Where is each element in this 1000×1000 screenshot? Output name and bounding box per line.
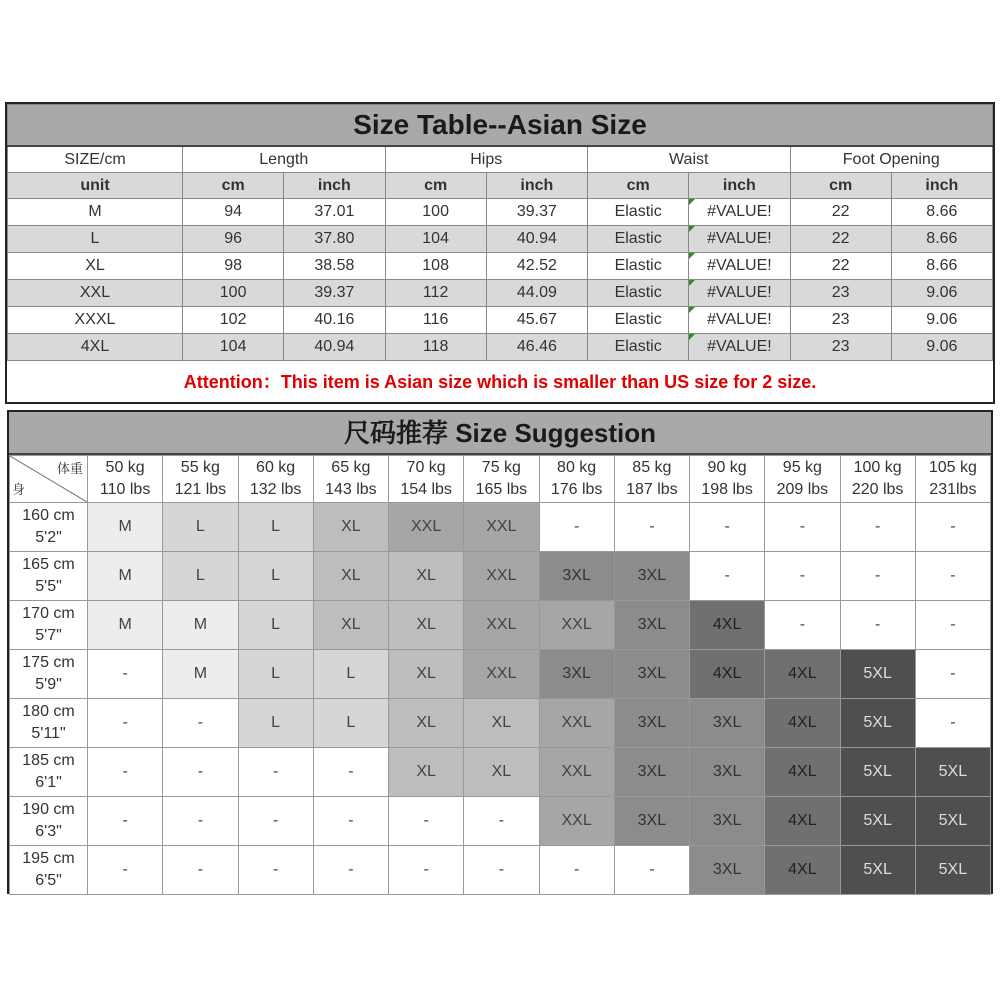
size-suggestion-cell: XXL [539, 748, 614, 797]
table-cell: 22 [790, 226, 891, 253]
table-cell: 116 [385, 307, 486, 334]
height-header [10, 846, 88, 895]
size-suggestion-cell: XXL [539, 699, 614, 748]
size-suggestion-cell: L [238, 601, 313, 650]
unit-header: unit [8, 173, 183, 199]
error-flag-icon [689, 199, 695, 205]
size-suggestion-cell: L [238, 503, 313, 552]
weight-lbs: 220 lbs [851, 481, 904, 498]
table-cell: 40.16 [284, 307, 385, 334]
size-suggestion-cell: 4XL [765, 650, 840, 699]
table-cell: 8.66 [891, 226, 992, 253]
unit-cell: inch [891, 173, 992, 199]
hips-header: Hips [385, 146, 588, 173]
table-cell: 22 [790, 253, 891, 280]
size-suggestion-cell: 3XL [690, 748, 765, 797]
table-cell: Elastic [588, 253, 689, 280]
size-suggestion-cell: XXL [464, 552, 539, 601]
table-cell: 8.66 [891, 253, 992, 280]
weight-lbs: 165 lbs [475, 481, 528, 498]
cell-text: #VALUE! [707, 338, 772, 355]
size-suggestion-cell: L [163, 552, 238, 601]
size-suggestion-cell: - [840, 601, 915, 650]
height-cm: 180 cm [22, 703, 75, 720]
height-header [10, 797, 88, 846]
table-cell: 22 [790, 199, 891, 226]
table-cell: 112 [385, 280, 486, 307]
weight-header [915, 456, 990, 503]
height-ft: 5'7" [35, 627, 62, 644]
size-suggestion-cell: 3XL [690, 846, 765, 895]
size-suggestion-cell: - [88, 797, 163, 846]
size-suggestion-cell: - [464, 846, 539, 895]
size-suggestion-cell: XXL [389, 503, 464, 552]
weight-kg: 100 kg [853, 459, 902, 476]
weight-kg: 70 kg [406, 459, 446, 476]
size-suggestion-cell: 4XL [690, 601, 765, 650]
table-cell: 9.06 [891, 307, 992, 334]
table-cell: Elastic [588, 334, 689, 361]
size-suggestion-cell: XL [389, 601, 464, 650]
weight-lbs: 176 lbs [550, 481, 603, 498]
error-flag-icon [689, 307, 695, 313]
size-suggestion-cell: - [765, 503, 840, 552]
size-name-cell: L [8, 226, 183, 253]
weight-kg: 105 kg [928, 459, 977, 476]
suggestion-row [10, 552, 991, 601]
waist-header: Waist [588, 146, 791, 173]
size-suggestion-cell: 3XL [690, 699, 765, 748]
size-suggestion-cell: XXL [464, 503, 539, 552]
table-cell: 38.58 [284, 253, 385, 280]
weight-lbs: 209 lbs [776, 481, 829, 498]
size-suggestion-cell: - [238, 748, 313, 797]
size-suggestion-cell: 5XL [840, 748, 915, 797]
error-flag-icon [689, 334, 695, 340]
height-header [10, 748, 88, 797]
height-ft: 6'5" [35, 872, 62, 889]
height-header [10, 552, 88, 601]
weight-header [88, 456, 163, 503]
table-cell: 23 [790, 334, 891, 361]
weight-header [238, 456, 313, 503]
table-cell: 94 [183, 199, 284, 226]
cell-text: #VALUE! [707, 230, 772, 247]
weight-kg: 60 kg [256, 459, 296, 476]
weight-header [313, 456, 388, 503]
weight-lbs: 187 lbs [626, 481, 678, 498]
size-name-cell: XXL [8, 280, 183, 307]
size-suggestion-cell: - [840, 503, 915, 552]
table-cell [689, 226, 790, 253]
table-cell: Elastic [588, 280, 689, 307]
size-suggestion-cell: 4XL [765, 797, 840, 846]
size-suggestion-cell: 3XL [614, 650, 689, 699]
suggestion-row [10, 503, 991, 552]
size-suggestion-cell: M [88, 503, 163, 552]
weight-kg: 95 kg [782, 459, 822, 476]
table-cell: 46.46 [486, 334, 587, 361]
table-row [8, 334, 993, 361]
suggestion-row [10, 650, 991, 699]
size-suggestion-cell: - [614, 846, 689, 895]
size-suggestion-cell: 5XL [915, 846, 990, 895]
size-name-cell: XL [8, 253, 183, 280]
table-cell: 102 [183, 307, 284, 334]
size-suggestion-cell: XXL [464, 650, 539, 699]
table-cell [689, 280, 790, 307]
table-cell: Elastic [588, 307, 689, 334]
table-cell: 37.80 [284, 226, 385, 253]
height-header [10, 601, 88, 650]
size-suggestion-cell: XL [313, 503, 388, 552]
table-cell: 42.52 [486, 253, 587, 280]
size-suggestion-cell: XXL [539, 601, 614, 650]
size-name-cell: XXXL [8, 307, 183, 334]
size-suggestion-cell: 3XL [539, 650, 614, 699]
weight-header [539, 456, 614, 503]
size-suggestion-cell: 4XL [765, 748, 840, 797]
size-suggestion-cell: - [163, 846, 238, 895]
size-suggestion-cell: 5XL [840, 846, 915, 895]
size-table [5, 102, 995, 404]
size-suggestion-cell: - [915, 699, 990, 748]
size-suggestion-cell: XL [389, 650, 464, 699]
size-suggestion-cell: L [238, 699, 313, 748]
unit-cell: cm [385, 173, 486, 199]
size-suggestion-cell: - [915, 650, 990, 699]
size-name-cell: 4XL [8, 334, 183, 361]
size-suggestion-cell: - [389, 846, 464, 895]
size-suggestion-cell: - [389, 797, 464, 846]
table-row [8, 199, 993, 226]
suggestion-row [10, 748, 991, 797]
cell-text: #VALUE! [707, 284, 772, 301]
table-cell: 44.09 [486, 280, 587, 307]
size-suggestion-title: 尺码推荐 Size Suggestion [9, 412, 991, 455]
weight-lbs: 132 lbs [249, 481, 302, 498]
size-suggestion-cell: - [614, 503, 689, 552]
height-header [10, 699, 88, 748]
size-suggestion-cell: 3XL [614, 748, 689, 797]
size-suggestion-cell: 5XL [915, 748, 990, 797]
table-cell: 23 [790, 280, 891, 307]
table-cell: 39.37 [486, 199, 587, 226]
size-suggestion-cell: M [88, 552, 163, 601]
unit-cell: cm [790, 173, 891, 199]
suggestion-row [10, 797, 991, 846]
height-cm: 195 cm [22, 850, 75, 867]
size-suggestion-cell: - [464, 797, 539, 846]
size-suggestion-cell: - [539, 846, 614, 895]
height-cm: 185 cm [22, 752, 75, 769]
weight-kg: 90 kg [707, 459, 747, 476]
size-suggestion-cell: 5XL [840, 797, 915, 846]
cell-text: #VALUE! [707, 203, 772, 220]
table-row [8, 226, 993, 253]
size-suggestion-cell: 3XL [614, 601, 689, 650]
weight-lbs: 110 lbs [99, 481, 151, 498]
size-suggestion-cell: - [313, 797, 388, 846]
size-suggestion-cell: XL [464, 699, 539, 748]
height-ft: 5'9" [35, 676, 62, 693]
size-suggestion-cell: 3XL [614, 552, 689, 601]
table-cell: 100 [385, 199, 486, 226]
error-flag-icon [689, 253, 695, 259]
size-suggestion-cell: - [840, 552, 915, 601]
unit-cell: inch [486, 173, 587, 199]
table-cell: Elastic [588, 226, 689, 253]
size-suggestion-cell: - [765, 552, 840, 601]
suggestion-row [10, 601, 991, 650]
size-suggestion-cell: XL [389, 748, 464, 797]
size-suggestion-cell: - [88, 748, 163, 797]
size-suggestion-cell: 5XL [915, 797, 990, 846]
height-cm: 175 cm [22, 654, 75, 671]
table-cell: 23 [790, 307, 891, 334]
size-suggestion-cell: - [88, 846, 163, 895]
size-suggestion-cell: - [238, 797, 313, 846]
size-suggestion-cell: 3XL [690, 797, 765, 846]
corner-height-label: 身 [12, 482, 26, 497]
size-suggestion-cell: - [915, 601, 990, 650]
size-suggestion-cell: - [765, 601, 840, 650]
error-flag-icon [689, 280, 695, 286]
table-cell: 118 [385, 334, 486, 361]
cell-text: #VALUE! [707, 311, 772, 328]
cell-text: #VALUE! [707, 257, 772, 274]
unit-cell: cm [588, 173, 689, 199]
weight-header [614, 456, 689, 503]
size-suggestion-cell: XXL [464, 601, 539, 650]
size-suggestion-cell: L [238, 552, 313, 601]
table-cell: 8.66 [891, 199, 992, 226]
table-cell: 39.37 [284, 280, 385, 307]
size-suggestion-cell: - [163, 699, 238, 748]
unit-cell: inch [689, 173, 790, 199]
weight-lbs: 121 lbs [174, 481, 227, 498]
weight-header [840, 456, 915, 503]
table-cell: 100 [183, 280, 284, 307]
table-cell: 98 [183, 253, 284, 280]
weight-header [765, 456, 840, 503]
size-suggestion-cell: - [163, 748, 238, 797]
foot-opening-header: Foot Opening [790, 146, 993, 173]
size-suggestion-cell: XL [313, 552, 388, 601]
size-suggestion-cell: XL [389, 699, 464, 748]
table-cell: 37.01 [284, 199, 385, 226]
table-cell [689, 199, 790, 226]
table-cell [689, 334, 790, 361]
height-ft: 6'1" [35, 774, 62, 791]
error-flag-icon [689, 226, 695, 232]
weight-kg: 75 kg [481, 459, 521, 476]
height-ft: 5'2" [35, 529, 62, 546]
size-suggestion-cell: - [690, 552, 765, 601]
unit-cell: cm [183, 173, 284, 199]
size-suggestion-cell: L [238, 650, 313, 699]
corner-cell [10, 456, 88, 503]
weight-kg: 85 kg [632, 459, 672, 476]
height-ft: 5'5" [35, 578, 62, 595]
table-cell: 108 [385, 253, 486, 280]
weight-header [163, 456, 238, 503]
corner-weight-label: 体重 [56, 461, 83, 476]
weight-lbs: 143 lbs [325, 481, 377, 498]
attention-note: Attention：This item is Asian size which is smaller than US size for 2 size. [8, 361, 993, 402]
size-suggestion-cell: XXL [539, 797, 614, 846]
weight-kg: 65 kg [331, 459, 371, 476]
weight-kg: 55 kg [180, 459, 220, 476]
height-cm: 160 cm [22, 507, 75, 524]
weight-lbs: 231lbs [929, 481, 977, 498]
table-cell [689, 253, 790, 280]
size-label-header: SIZE/cm [8, 146, 183, 173]
suggestion-row [10, 846, 991, 895]
size-suggestion-cell: - [915, 552, 990, 601]
weight-lbs: 198 lbs [701, 481, 753, 498]
table-cell [689, 307, 790, 334]
weight-header [389, 456, 464, 503]
size-name-cell: M [8, 199, 183, 226]
weight-header [464, 456, 539, 503]
height-header [10, 503, 88, 552]
size-suggestion-cell: L [313, 650, 388, 699]
table-cell: 45.67 [486, 307, 587, 334]
size-suggestion-cell: 3XL [614, 797, 689, 846]
weight-kg: 80 kg [557, 459, 597, 476]
size-suggestion-cell: L [313, 699, 388, 748]
size-suggestion-cell: - [88, 699, 163, 748]
table-row [8, 280, 993, 307]
table-cell: 40.94 [284, 334, 385, 361]
table-cell: 96 [183, 226, 284, 253]
size-suggestion-cell: 5XL [840, 650, 915, 699]
size-suggestion-cell: - [313, 748, 388, 797]
weight-header [690, 456, 765, 503]
height-cm: 165 cm [22, 556, 75, 573]
height-cm: 170 cm [22, 605, 75, 622]
length-header: Length [183, 146, 386, 173]
size-suggestion-cell: 4XL [765, 846, 840, 895]
table-row [8, 253, 993, 280]
table-cell: 9.06 [891, 334, 992, 361]
size-suggestion-cell: 3XL [539, 552, 614, 601]
size-suggestion-cell: 5XL [840, 699, 915, 748]
size-suggestion-cell: - [690, 503, 765, 552]
size-suggestion-cell: M [88, 601, 163, 650]
size-suggestion-cell: - [915, 503, 990, 552]
size-suggestion-cell: - [238, 846, 313, 895]
weight-lbs: 154 lbs [400, 481, 452, 498]
size-suggestion-cell: - [539, 503, 614, 552]
table-cell: 9.06 [891, 280, 992, 307]
unit-cell: inch [284, 173, 385, 199]
height-header [10, 650, 88, 699]
height-ft: 5'11" [31, 725, 66, 742]
size-suggestion-grid [9, 455, 991, 895]
size-suggestion-cell: L [163, 503, 238, 552]
size-suggestion [7, 410, 993, 894]
table-row [8, 307, 993, 334]
table-cell: 104 [183, 334, 284, 361]
suggestion-row [10, 699, 991, 748]
size-suggestion-cell: XL [313, 601, 388, 650]
weight-kg: 50 kg [105, 459, 145, 476]
size-suggestion-cell: XL [464, 748, 539, 797]
table-cell: Elastic [588, 199, 689, 226]
size-suggestion-cell: - [88, 650, 163, 699]
size-suggestion-cell: M [163, 601, 238, 650]
size-suggestion-cell: - [313, 846, 388, 895]
height-cm: 190 cm [22, 801, 75, 818]
size-suggestion-cell: M [163, 650, 238, 699]
size-suggestion-cell: 4XL [690, 650, 765, 699]
size-suggestion-cell: - [163, 797, 238, 846]
size-suggestion-cell: XL [389, 552, 464, 601]
size-suggestion-cell: 4XL [765, 699, 840, 748]
size-table-title: Size Table--Asian Size [8, 105, 993, 147]
size-table-grid [7, 104, 993, 401]
height-ft: 6'3" [35, 823, 62, 840]
size-suggestion-cell: 3XL [614, 699, 689, 748]
table-cell: 40.94 [486, 226, 587, 253]
table-cell: 104 [385, 226, 486, 253]
